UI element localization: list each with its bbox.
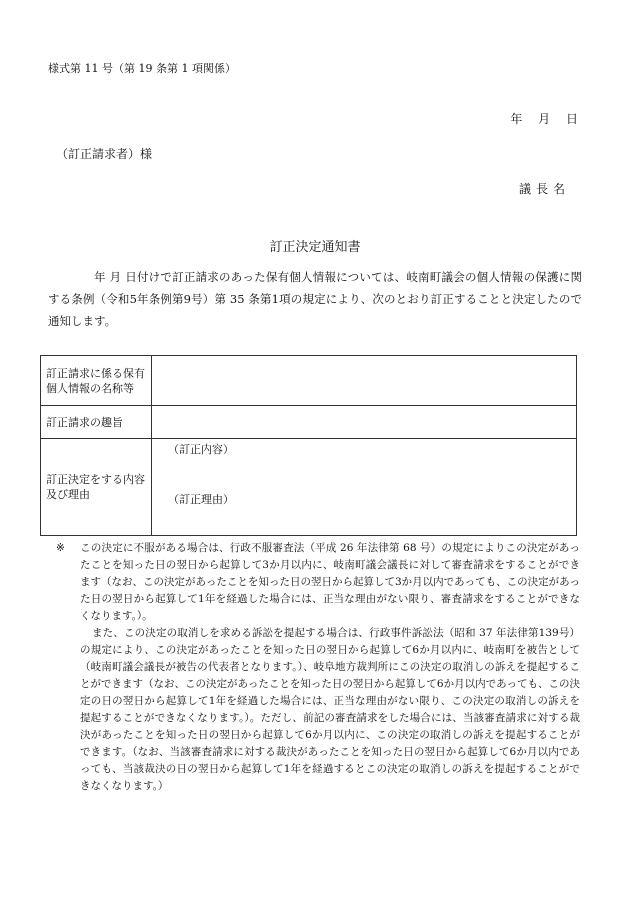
note-mark: ※ — [56, 542, 65, 554]
decision-table — [40, 355, 577, 536]
correction-reason-heading: （訂正理由） — [168, 493, 234, 506]
table-row — [41, 439, 577, 536]
intro-paragraph: 年 月 日付けで訂正請求のあった保有個人情報については、岐南町議会の個人情報の保護に関する条例（令和5年条例第9号）第 35 条第1項の規定により、次のとおり訂正することと決定したので通知します。 — [48, 270, 582, 328]
date-line: 年 月 日 — [510, 112, 578, 126]
sender-name: 議長名 — [518, 182, 570, 196]
notice-paragraph-appeal — [56, 540, 580, 625]
document-title: 訂正決定通知書 — [269, 240, 361, 255]
notice-section — [56, 540, 580, 795]
table-row — [41, 356, 577, 406]
row-label-information-name: 訂正請求に係る保有個人情報の名称等 — [41, 356, 152, 406]
addressee: （訂正請求者）様 — [56, 147, 153, 161]
notice-text-appeal: この決定に不服がある場合は、行政不服審査法（平成 26 年法律第 68 号）の規定によりこの決定があったことを知った日の翌日から起算して3か月以内に、岐南町議会議長に対して審査請求をすることができます（なお、この決定があったことを知った日の翌日から起算して3か月以内であっても、この決定があった日の翌日から起算して1年を経過した場合には、正当な理由がない限り、審査請求をすることができなくなります。）。 — [80, 542, 580, 622]
row-value-decision-content — [152, 439, 577, 536]
form-number: 様式第 11 号（第 19 条第 1 項関係） — [48, 62, 236, 75]
row-label-request-purpose: 訂正請求の趣旨 — [41, 406, 152, 439]
table-row — [41, 406, 577, 439]
row-label-decision-content: 訂正決定をする内容及び理由 — [41, 439, 152, 536]
correction-content-heading: （訂正内容） — [168, 443, 234, 456]
notice-paragraph-lawsuit: また、この決定の取消しを求める訴訟を提起する場合は、行政事件訴訟法（昭和 37 年法律第139号）の規定により、この決定があったことを知った日の翌日から起算して6か月以内に、岐南町を被告として（岐南町議会議長が被告の代表者となります。）、岐阜地方裁判所にこの決定の取消しの訴えを提起することができます（なお、この決定があったことを知った日の翌日から起算して6か月以内であっても、この決定の日の翌日から起算して1年を経過した場合には、正当な理由がない限り、この決定の取消しの訴えを提起することができなくなります。）。ただし、前記の審査請求をした場合には、当該審査請求に対する裁決があったことを知った日の翌日から起算して6か月以内に、この決定の取消しの訴えを提起することができます。（なお、当該審査請求に対する裁決があったことを知った日の翌日から起算して6か月以内であっても、当該裁決の日の翌日から起算して1年を経過するとこの決定の取消しの訴えを提起することができなくなります。） — [80, 627, 580, 792]
row-value-request-purpose — [152, 406, 577, 439]
row-value-information-name — [152, 356, 577, 406]
